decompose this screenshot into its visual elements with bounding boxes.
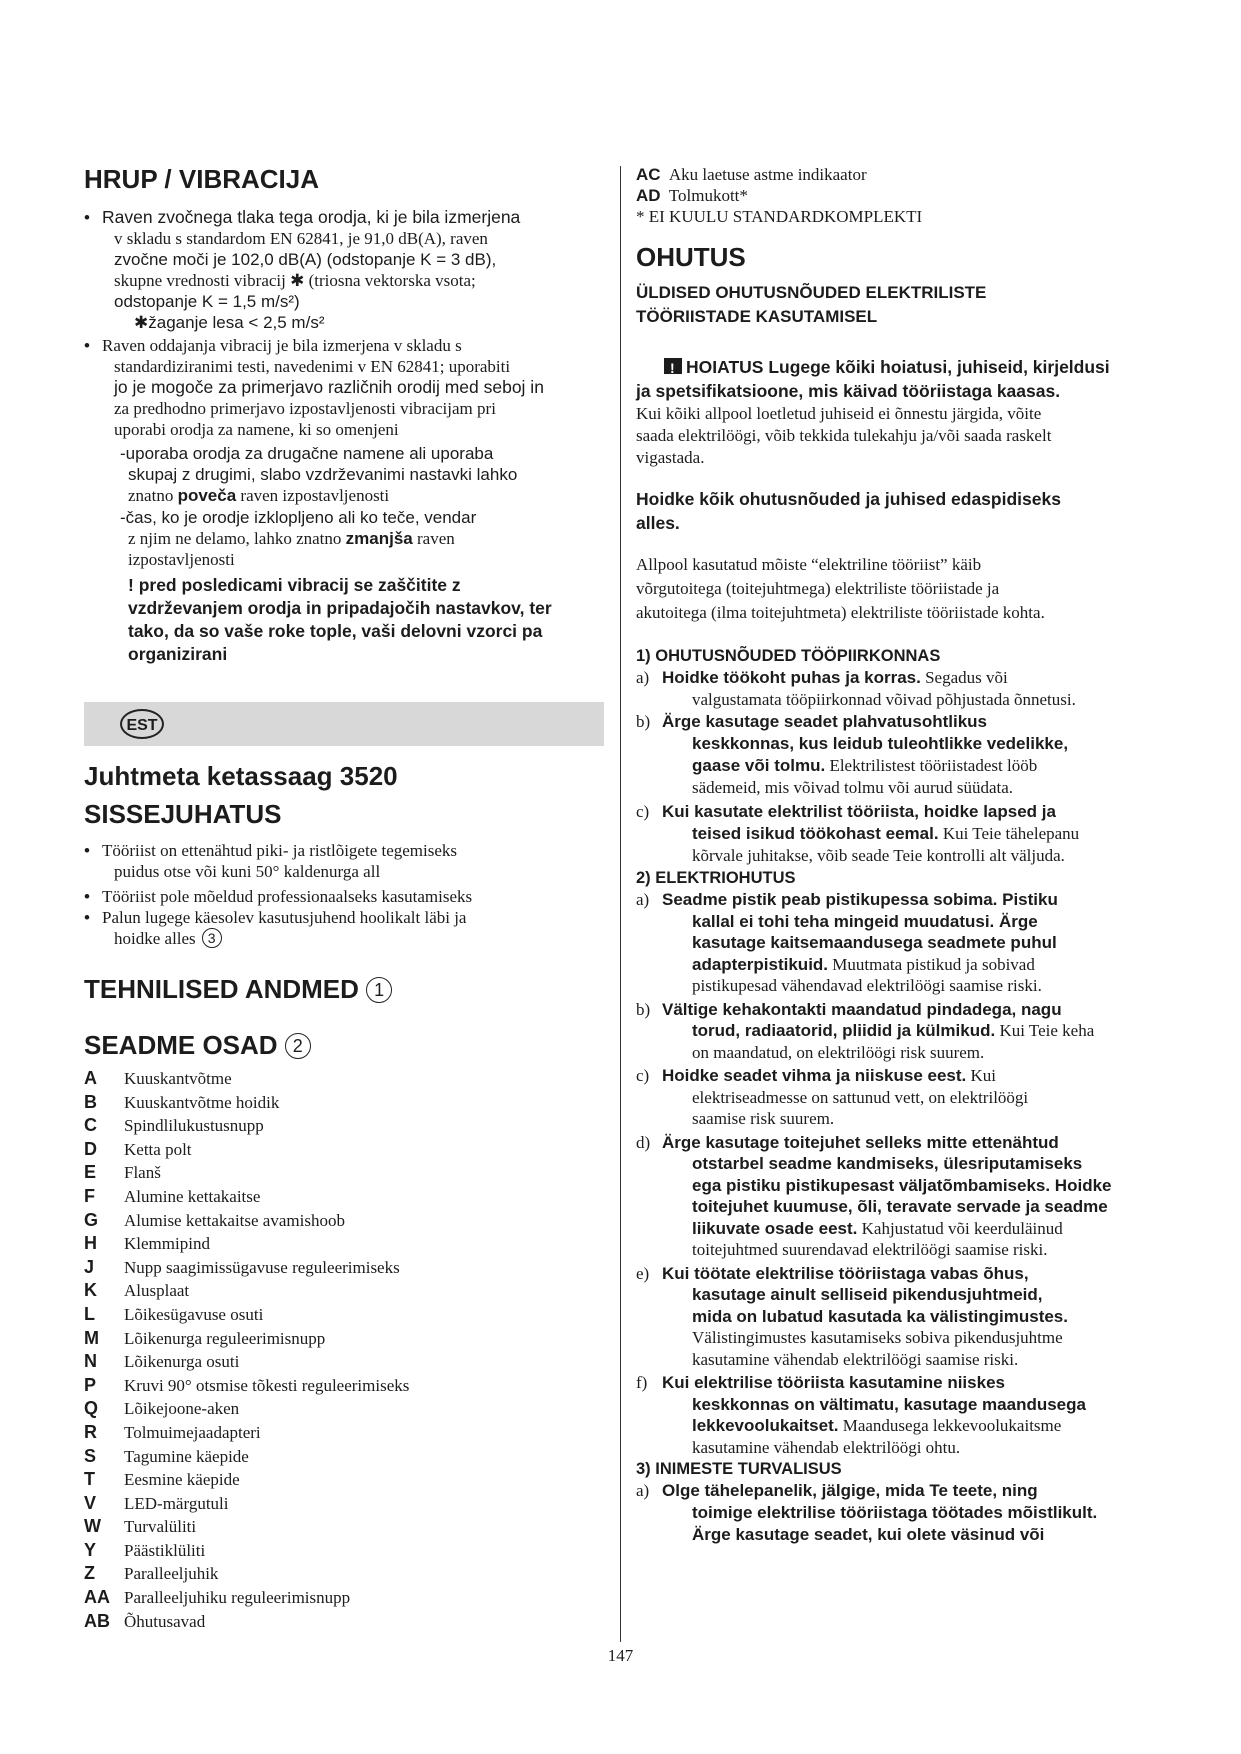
intro-title: SISSEJUHATUS — [84, 799, 282, 829]
parts-row — [84, 1492, 609, 1516]
rule-1c-bold-1: Kui kasutate elektrilist tööriista, hoidke lapsed ja — [662, 802, 1056, 821]
part-key: J — [84, 1256, 95, 1277]
noise-bullet — [84, 207, 609, 333]
rule-1b-bold-3: gaase või tolmu. — [692, 756, 826, 775]
rule-2d-bold-2: otstarbel seadme kandmiseks, ülesriputamiseks — [692, 1154, 1083, 1173]
rule-2e-text-2: kasutamine vähendab elektrilöögi saamise riski. — [692, 1349, 1019, 1369]
parts-row — [84, 1562, 609, 1586]
hrup-title: HRUP / VIBRACIJA — [84, 164, 320, 194]
definition-text — [636, 553, 1156, 625]
rule-2f-bold-1: Kui elektrilise tööriista kasutamine niiskes — [662, 1373, 1005, 1392]
def-line-2: võrgutoitega (toitejuhtmega) elektriliste tööriistade ja — [636, 579, 1000, 598]
rule-2e-text-1: Välistingimustes kasutamiseks sobiva pikendusjuhtme — [692, 1328, 1063, 1347]
part-label: Lõikenurga osuti — [124, 1352, 240, 1372]
part-key: P — [84, 1374, 97, 1395]
rule-2f-marker: f) — [636, 1373, 648, 1392]
parts-row — [84, 1327, 609, 1351]
rule-1c-bold-2: teised isikud töökohast eemal. — [692, 824, 939, 843]
section-2-title: 2) ELEKTRIOHUTUS — [636, 869, 796, 887]
vib-line-2: standardiziranimi testi, navedenimi v EN 62841; uporabiti — [114, 357, 511, 376]
rule-2e-marker: e) — [636, 1263, 650, 1283]
rule-2a-text-2: pistikupesad vähendavad elektrilöögi saamise riski. — [692, 976, 1042, 995]
def-line-1: Allpool kasutatud mõiste “elektriline tööriist” käib — [636, 555, 982, 574]
intro-bullet-3 — [84, 907, 609, 949]
part-label: Õhutusavad — [124, 1611, 206, 1631]
rule-1c-text-2: kõrvale juhitakse, võib seade Teie kontrolli alt väljuda. — [692, 846, 1065, 865]
parts-title — [84, 1029, 609, 1061]
rule-2a-text-1: Muutmata pistikud ja sobivad — [828, 954, 1035, 974]
part-label: Lõikejoone-aken — [124, 1399, 240, 1419]
rule-3a-bold-2: toimige elektrilise tööriistaga töötades mõistlikult. — [692, 1503, 1098, 1522]
part-label: Ketta polt — [124, 1139, 192, 1159]
rule-2d-text-2: toitejuhtmed suurendavad elektrilöögi saamise riski. — [692, 1240, 1048, 1259]
rule-2a-bold-2: kallal ei tohi teha mingeid muudatusi. Ärge — [692, 911, 1038, 931]
rule-3a-bold-3: Ärge kasutage seadet, kui olete väsinud või — [692, 1525, 1045, 1544]
parts-row — [84, 1586, 609, 1610]
dash1-text-a: znatno — [128, 486, 178, 505]
warning-line-1: ! pred posledicami vibracij se zaščitite z — [128, 575, 461, 595]
general-line-2: TÖÖRIISTADE KASUTAMISEL — [636, 307, 878, 326]
warning-heading-1: HOIATUS Lugege kõiki hoiatusi, juhiseid, kirjeldusi — [686, 357, 1110, 377]
part-key: V — [84, 1492, 97, 1513]
vib-line-4: za predhodno primerjavo izpostavljenosti vibracijam pri — [114, 399, 496, 418]
dash-item-2 — [84, 507, 609, 570]
language-badge: EST — [120, 709, 164, 739]
dash1-emph: poveča — [177, 486, 237, 505]
warning-block — [636, 355, 1156, 469]
general-line-1: ÜLDISED OHUTUSNÕUDED ELEKTRILISTE — [636, 283, 987, 302]
part-label: Alusplaat — [124, 1281, 190, 1301]
rule-2a-bold-1: Seadme pistik peab pistikupessa sobima. Pistiku — [662, 890, 1058, 909]
part-ac-key: AC — [636, 165, 661, 184]
part-key: N — [84, 1351, 97, 1372]
intro1-line-1: Tööriist on ettenähtud piki- ja ristlõigete tegemiseks — [102, 841, 458, 860]
part-key: K — [84, 1280, 97, 1301]
parts-row — [84, 1114, 609, 1138]
parts-list — [84, 1067, 609, 1633]
noise-line-6: ✱žaganje lesa < 2,5 m/s² — [134, 313, 325, 332]
part-key: F — [84, 1185, 95, 1206]
rule-2b-marker: b) — [636, 999, 651, 1019]
part-ac-label: Aku laetuse astme indikaator — [668, 165, 867, 184]
noise-line-1: Raven zvočnega tlaka tega orodja, ki je bila izmerjena — [102, 207, 521, 227]
part-key: L — [84, 1303, 95, 1324]
part-label: Eesmine käepide — [124, 1470, 240, 1490]
parts-row — [84, 1067, 609, 1091]
warning-heading — [636, 355, 1156, 403]
parts-row — [84, 1468, 609, 1492]
parts-row — [84, 1091, 609, 1115]
part-label: Päästiklüliti — [124, 1540, 206, 1560]
rule-2b-bold-2: torud, radiaatorid, pliidid ja külmikud. — [692, 1021, 996, 1040]
part-label: Paralleeljuhik — [124, 1564, 219, 1584]
part-label: Paralleeljuhiku reguleerimisnupp — [124, 1588, 351, 1608]
parts-row — [84, 1397, 609, 1421]
warning-line-3: tako, da so vaše roke tople, vaši delovni vzorci pa — [128, 621, 543, 641]
part-ac — [636, 164, 1156, 185]
part-label: Tolmuimejaadapteri — [124, 1422, 261, 1442]
rule-1a-bold: Hoidke töökoht puhas ja korras. — [662, 668, 921, 687]
keep-line-1: Hoidke kõik ohutusnõuded ja juhised edaspidiseks — [636, 489, 1061, 509]
rule-1c-marker: c) — [636, 802, 650, 821]
vibration-warning — [84, 574, 609, 666]
rule-2a-marker: a) — [636, 890, 650, 909]
part-key: A — [84, 1068, 97, 1088]
intro-bullet-1 — [84, 840, 609, 882]
figure-ref-3: 3 — [202, 928, 222, 948]
part-key: E — [84, 1162, 97, 1183]
warning-text — [636, 403, 1156, 469]
parts-row — [84, 1256, 609, 1280]
rule-1a-text-2: valgustamata tööpiirkonnad võivad põhjustada õnnetusi. — [692, 690, 1076, 709]
part-label: Lõikenurga reguleerimisnupp — [124, 1328, 326, 1348]
rule-1b-bold-1: Ärge kasutage seadet plahvatusohtlikus — [662, 712, 987, 731]
page-number: 147 — [607, 1646, 634, 1665]
intro3-text: hoidke alles — [114, 929, 196, 948]
noise-line-2: v skladu s standardom EN 62841, je 91,0 dB(A), raven — [114, 229, 488, 248]
section-3-title: 3) INIMESTE TURVALISUS — [636, 1460, 842, 1478]
not-included-note: * EI KUULU STANDARDKOMPLEKTI — [636, 207, 923, 226]
rule-2d-marker: d) — [636, 1132, 651, 1152]
warning-heading-2: ja spetsifikatsioone, mis käivad tööriistaga kaasas. — [636, 381, 1061, 401]
rule-2b-text-2: on maandatud, on elektrilöögi risk suurem. — [692, 1042, 985, 1062]
rule-2a-bold-4: adapterpistikuid. — [692, 954, 829, 974]
parts-row — [84, 1279, 609, 1303]
general-safety-heading — [636, 281, 1156, 329]
vib-line-5: uporabi orodja za namene, ki so omenjeni — [114, 420, 399, 439]
dash1-text-c: raven izpostavljenosti — [236, 486, 390, 505]
part-key: B — [84, 1091, 97, 1112]
part-key: Z — [84, 1563, 95, 1584]
dash2-text-c: raven — [412, 529, 455, 548]
rule-2c-bold-1: Hoidke seadet vihma ja niiskuse eest. — [662, 1066, 967, 1085]
rule-2c-text-1: Kui — [966, 1066, 996, 1085]
noise-line-3: zvočne moči je 102,0 dB(A) (odstopanje K = 3 dB), — [114, 250, 497, 269]
part-key: T — [84, 1469, 95, 1490]
dash1-line-1: -uporaba orodja za drugačne namene ali uporaba — [120, 444, 494, 463]
rule-2f-text-1: Maandusega lekkevoolukaitsme — [838, 1416, 1062, 1435]
dash2-line-2 — [120, 529, 455, 548]
rule-2b-text-1: Kui Teie keha — [995, 1021, 1095, 1040]
rule-1b-marker: b) — [636, 712, 651, 731]
figure-ref-1: 1 — [366, 977, 392, 1003]
part-label: Spindlilukustusnupp — [124, 1116, 264, 1136]
warning-icon — [664, 358, 682, 374]
part-key: R — [84, 1421, 97, 1442]
dash1-line-3 — [120, 486, 389, 505]
dash2-emph: zmanjša — [345, 529, 413, 548]
warning-text-3: vigastada. — [636, 448, 705, 467]
rule-2d-bold-1: Ärge kasutage toitejuhet selleks mitte ettenähtud — [662, 1132, 1059, 1152]
part-key: Y — [84, 1539, 97, 1560]
rule-1a-text-1: Segadus või — [920, 668, 1008, 687]
part-key: S — [84, 1445, 97, 1466]
keep-instructions — [636, 487, 1156, 535]
rule-2c — [636, 1065, 1156, 1130]
rule-1a-marker: a) — [636, 668, 650, 687]
keep-line-2: alles. — [636, 513, 680, 533]
rule-3a-bold-1: Olge tähelepanelik, jälgige, mida Te teete, ning — [662, 1481, 1038, 1500]
safety-sections — [636, 645, 1156, 1546]
part-key: Q — [84, 1398, 99, 1419]
tech-title-text: TEHNILISED ANDMED — [84, 974, 359, 1004]
intro3-line-1: Palun lugege käesolev kasutusjuhend hoolikalt läbi ja — [102, 908, 467, 927]
parts-row — [84, 1445, 609, 1469]
vibration-bullet — [84, 335, 609, 440]
rule-2e-bold-2: kasutage ainult selliseid pikendusjuhtmeid, — [692, 1285, 1043, 1304]
rule-2d-bold-4: toitejuhet kuumuse, õli, teravate servade ja seadme — [692, 1197, 1108, 1216]
rule-2d-text-1: Kahjustatud või keerduläinud — [857, 1218, 1063, 1238]
rule-1c-text-1: Kui Teie tähelepanu — [938, 824, 1080, 843]
rule-1b-bold-2: keskkonnas, kus leidub tuleohtlikke vedelikke, — [692, 734, 1069, 753]
part-key: D — [84, 1138, 97, 1159]
rule-2e-bold-1: Kui töötate elektrilise tööriistaga vabas õhus, — [662, 1263, 1029, 1283]
part-key: H — [84, 1233, 97, 1254]
part-label: Flanš — [124, 1163, 161, 1183]
rule-1a — [636, 667, 1156, 711]
rule-1b-text-2: sädemeid, mis võivad tolmu või aurud süüdata. — [692, 778, 1014, 797]
noise-line-4: skupne vrednosti vibracij ✱ (triosna vektorska vsota; — [114, 271, 476, 290]
dash-item-1 — [84, 443, 609, 506]
product-title: Juhtmeta ketassaag 3520 — [84, 761, 398, 791]
rule-1b-text-1: Elektrilistest tööriistadest lööb — [825, 756, 1038, 775]
dash2-line-1: -čas, ko je orodje izklopljeno ali ko teče, vendar — [120, 508, 477, 527]
rule-2d-bold-3: ega pistiku pistikupesast väljatõmbamiseks. Hoidke — [692, 1175, 1112, 1195]
parts-row — [84, 1539, 609, 1563]
intro3-line-2 — [102, 928, 609, 949]
part-label: Lõikesügavuse osuti — [124, 1304, 264, 1324]
noise-line-5: odstopanje K = 1,5 m/s²) — [114, 292, 300, 311]
rule-2e — [636, 1263, 1156, 1371]
right-column — [636, 164, 1156, 1546]
part-ad — [636, 185, 1156, 206]
parts-row — [84, 1303, 609, 1327]
part-label: Kuuskantvõtme hoidik — [124, 1092, 280, 1112]
warning-text-2: saada elektrilöögi, võib tekkida tulekahju ja/või saada raskelt — [636, 426, 1052, 445]
left-column-lower — [84, 760, 609, 1633]
rule-1b — [636, 711, 1156, 799]
dash2-line-3: izpostavljenosti — [128, 550, 235, 569]
rule-2a-bold-3: kasutage kaitsemaandusega seadmete puhul — [692, 933, 1057, 952]
rule-2b — [636, 999, 1156, 1064]
intro1-line-2: puidus otse või kuni 50° kaldenurga all — [114, 862, 381, 881]
left-column — [84, 163, 609, 666]
vib-line-3: jo je mogoče za primerjavo različnih orodij med seboj in — [114, 377, 544, 397]
part-label: Alumine kettakaitse — [124, 1186, 261, 1206]
part-label: Klemmipind — [124, 1234, 210, 1254]
parts-row — [84, 1185, 609, 1209]
rule-3a-marker: a) — [636, 1481, 650, 1500]
parts-title-text: SEADME OSAD — [84, 1030, 278, 1060]
part-key: G — [84, 1209, 99, 1230]
warning-line-4: organizirani — [128, 644, 228, 664]
part-key: AB — [84, 1610, 110, 1631]
rule-2e-bold-3: mida on lubatud kasutada ka välistingimustes. — [692, 1306, 1068, 1326]
parts-row — [84, 1515, 609, 1539]
rule-3a — [636, 1480, 1156, 1546]
warning-text-1: Kui kõiki allpool loetletud juhiseid ei õnnestu järgida, võite — [636, 404, 1042, 423]
parts-row — [84, 1209, 609, 1233]
part-key: AA — [84, 1587, 110, 1608]
part-label: Nupp saagimissügavuse reguleerimiseks — [124, 1257, 400, 1277]
part-key: C — [84, 1115, 97, 1136]
parts-row — [84, 1232, 609, 1256]
part-key: W — [84, 1516, 101, 1537]
warning-line-2: vzdrževanjem orodja in pripadajočih nastavkov, ter — [128, 598, 552, 618]
part-label: Kruvi 90° otsmise tõkesti reguleerimiseks — [124, 1375, 410, 1395]
parts-row — [84, 1161, 609, 1185]
rule-2f — [636, 1372, 1156, 1458]
part-label: Kuuskantvõtme — [124, 1069, 232, 1088]
part-ad-key: AD — [636, 186, 661, 205]
part-label: LED-märgutuli — [124, 1493, 229, 1513]
parts-row — [84, 1350, 609, 1374]
rule-2f-bold-2: keskkonnas on vältimatu, kasutage maandusega — [692, 1394, 1086, 1414]
dash1-line-2: skupaj z drugimi, slabo vzdrževanimi nastavki lahko — [128, 465, 518, 484]
rule-2f-bold-3: lekkevoolukaitset. — [692, 1416, 839, 1435]
rule-2a — [636, 889, 1156, 997]
parts-row — [84, 1421, 609, 1445]
rule-2f-text-2: kasutamine vähendab elektrilöögi ohtu. — [692, 1437, 961, 1457]
rule-2b-bold-1: Vältige kehakontakti maandatud pindadega, nagu — [662, 999, 1062, 1019]
parts-row — [84, 1138, 609, 1162]
part-key: M — [84, 1327, 99, 1348]
safety-title: OHUTUS — [636, 242, 746, 272]
figure-ref-2: 2 — [285, 1033, 311, 1059]
rule-1c — [636, 801, 1156, 867]
rule-2c-marker: c) — [636, 1066, 650, 1085]
tech-title — [84, 973, 609, 1005]
intro2-line-1: Tööriist pole mõeldud professionaalseks kasutamiseks — [102, 887, 473, 906]
part-label: Alumise kettakaitse avamishoob — [124, 1210, 345, 1230]
part-label: Tagumine käepide — [124, 1446, 249, 1466]
parts-row — [84, 1610, 609, 1634]
intro-bullet-2 — [84, 886, 609, 907]
part-label: Turvalüliti — [124, 1517, 197, 1537]
rule-2d-bold-5: liikuvate osade eest. — [692, 1218, 858, 1238]
rule-2c-text-3: saamise risk suurem. — [692, 1109, 835, 1128]
part-ad-label: Tolmukott* — [668, 186, 748, 205]
dash2-text-a: z njim ne delamo, lahko znatno — [128, 529, 346, 548]
def-line-3: akutoitega (ilma toitejuhtmeta) elektriliste tööriistade kohta. — [636, 603, 1045, 622]
section-1-title: 1) OHUTUSNÕUDED TÖÖPIIRKONNAS — [636, 647, 941, 665]
parts-row — [84, 1374, 609, 1398]
rule-2d — [636, 1132, 1156, 1261]
rule-2c-text-2: elektriseadmesse on sattunud vett, on elektrilöögi — [692, 1087, 1029, 1107]
vib-line-1: Raven oddajanja vibracij je bila izmerjena v skladu s — [102, 336, 462, 355]
column-divider — [620, 166, 621, 1642]
